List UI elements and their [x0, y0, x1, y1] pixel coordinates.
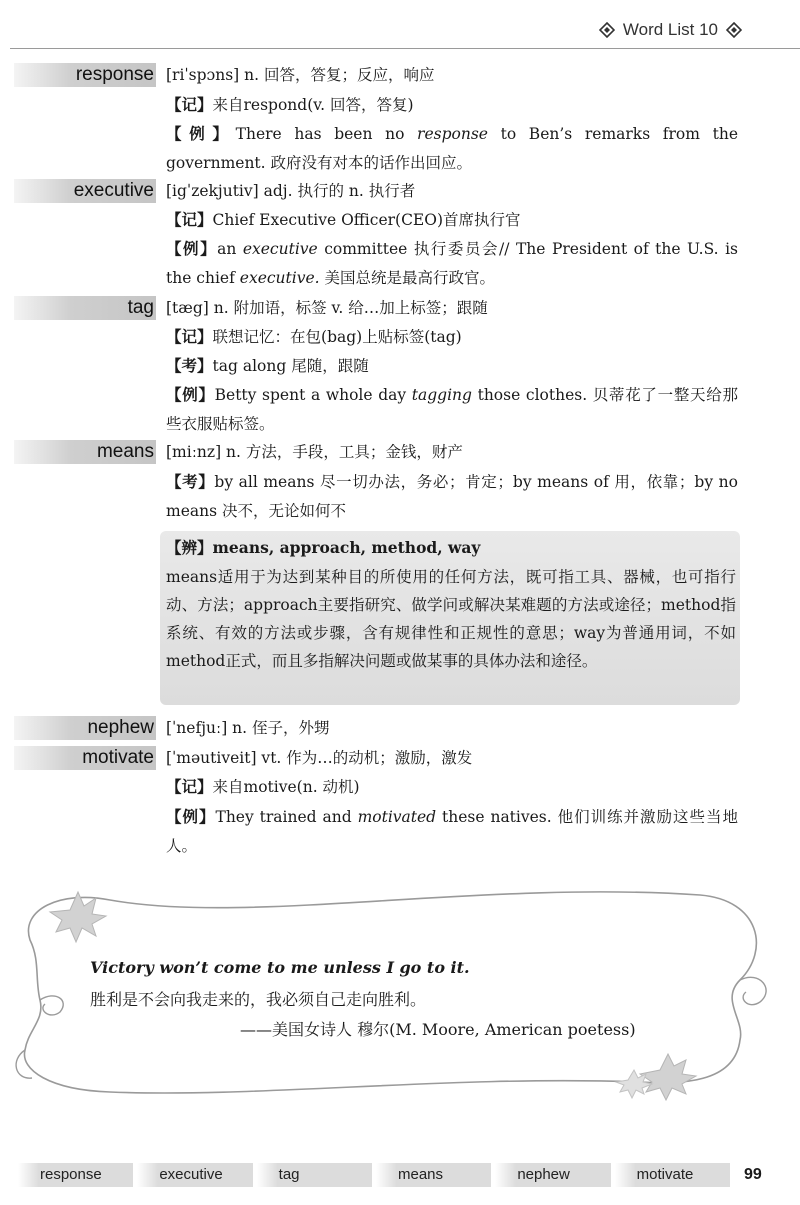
maple-leaf-icon: [640, 1054, 696, 1100]
footer-word: executive: [137, 1163, 252, 1187]
example-text: an: [217, 240, 243, 258]
diamond-ornament-icon: [599, 22, 615, 38]
example-keyword: tagging: [411, 386, 472, 404]
header-rule: [10, 48, 800, 49]
memo-text: 来自respond(v. 回答，答复): [212, 96, 414, 114]
memo-tag: 【记】: [166, 327, 213, 346]
example-text: 美国总统是最高行政官。: [319, 269, 496, 287]
memo-line: [166, 775, 738, 799]
exam-tag: 【考】: [166, 472, 215, 491]
example-keyword: executive: [242, 240, 318, 258]
example-line: [166, 380, 738, 439]
definition: [ˈməutiveit] vt. 作为…的动机；激励，激发: [166, 749, 473, 767]
example-text: Betty spent a whole day: [214, 386, 412, 404]
definition: [tæg] n. 附加语，标签 v. 给…加上标签；跟随: [166, 299, 488, 317]
headword: tag: [14, 296, 156, 320]
exam-text: by all means 尽一切办法，务必；肯定；by means of 用，依靠；by no means 决不，无论如何不: [166, 473, 738, 520]
definition: [miːnz] n. 方法，手段，工具；金钱，财产: [166, 443, 463, 461]
page-header: [599, 20, 742, 40]
footer-word: nephew: [495, 1163, 610, 1187]
headword: means: [14, 440, 156, 464]
footer-word: motivate: [615, 1163, 730, 1187]
discrimination-title: [166, 536, 480, 558]
headword: motivate: [14, 746, 156, 770]
example-tag: 【例】: [166, 124, 236, 143]
memo-tag: 【记】: [166, 777, 213, 796]
memo-line: [166, 93, 738, 117]
exam-line: [166, 467, 738, 526]
example-line: [166, 802, 738, 861]
exam-line: [166, 354, 738, 378]
discrimination-body: means适用于为达到某种目的所使用的任何方法，既可指工具、器械，也可指行动、方法；approach主要指研究、做学问或解决某难题的方法或途径；method指系统、有效的方法或步骤，含有规律性和正规性的意思；way为普通用词，不如method正式，而且多指解决问题或做某事的具体办法和途径。: [166, 568, 736, 670]
headword: executive: [14, 179, 156, 203]
memo-text: 联想记忆：在包(bag)上贴标签(tag): [212, 328, 462, 346]
quote-english: Victory won’t come to me unless I go to it.: [90, 958, 470, 977]
example-text: those clothes. 贝蒂花了一整天给那些衣服贴标签。: [166, 386, 738, 433]
definition: [ˈnefjuː] n. 侄子，外甥: [166, 719, 330, 737]
header-title: Word List 10: [622, 20, 718, 39]
exam-text: tag along 尾随，跟随: [212, 357, 369, 375]
example-tag: 【例】: [166, 385, 215, 404]
footer-word: tag: [257, 1163, 372, 1187]
memo-text: Chief Executive Officer(CEO)首席执行官: [212, 211, 521, 229]
memo-tag: 【记】: [166, 95, 213, 114]
example-tag: 【例】: [166, 239, 218, 258]
discrimination-tag: 【辨】: [166, 538, 213, 557]
headword: response: [14, 63, 156, 87]
memo-tag: 【记】: [166, 210, 213, 229]
quote-attribution: ——美国女诗人 穆尔(M. Moore, American poetess): [240, 1020, 636, 1039]
maple-leaf-icon: [50, 892, 106, 942]
exam-tag: 【考】: [166, 356, 213, 375]
quote-chinese: 胜利是不会向我走来的，我必须自己走向胜利。: [90, 990, 427, 1009]
footer-word-index: [18, 1163, 734, 1187]
example-keyword: motivated: [357, 808, 437, 826]
headword: nephew: [14, 716, 156, 740]
footer-word: response: [18, 1163, 133, 1187]
discrimination-words: means, approach, method, way: [212, 538, 481, 557]
example-text: these natives. 他们训练并激励这些当地人。: [166, 808, 739, 855]
example-text: committee 执行委员会// The President of the U.S. is the chief: [166, 240, 738, 287]
example-keyword: response: [417, 125, 488, 143]
definition: [riˈspɔns] n. 回答，答复；反应，响应: [166, 66, 435, 84]
memo-line: [166, 208, 738, 232]
example-text: They trained and: [215, 808, 358, 826]
memo-line: [166, 325, 738, 349]
example-keyword: executive.: [239, 269, 320, 287]
example-tag: 【例】: [166, 807, 216, 826]
diamond-ornament-icon: [726, 22, 742, 38]
page-number: 99: [744, 1166, 762, 1183]
example-text: There has been no: [235, 125, 418, 143]
memo-text: 来自motive(n. 动机): [212, 778, 360, 796]
example-line: [166, 234, 738, 293]
footer-word: means: [376, 1163, 491, 1187]
example-text: to Ben’s remarks from the government. 政府没有对本的话作出回应。: [166, 125, 738, 172]
example-line: [166, 119, 738, 178]
definition: [igˈzekjutiv] adj. 执行的 n. 执行者: [166, 182, 416, 200]
